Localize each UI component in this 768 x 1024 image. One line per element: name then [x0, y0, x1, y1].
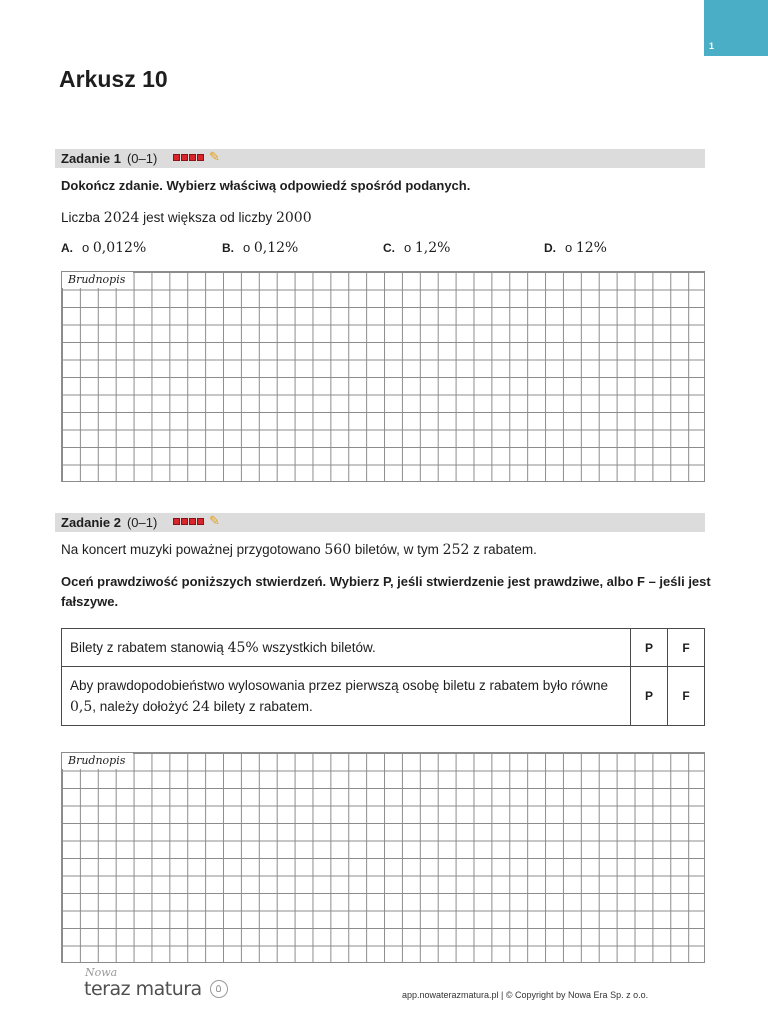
stem-text: Na koncert muzyki poważnej przygotowano	[61, 542, 325, 557]
stem-number: 252	[442, 542, 470, 558]
option-prefix: o	[404, 240, 412, 255]
sheet-title: Arkusz 10	[59, 66, 168, 92]
option-prefix: o	[243, 240, 251, 255]
statement-text: Bilety z rabatem stanowią	[70, 639, 228, 655]
statement-text: bilety z rabatem.	[209, 698, 313, 714]
statement-number: 45%	[227, 639, 259, 656]
false-option-1[interactable]: F	[668, 629, 705, 667]
statement-number: 0,5	[70, 698, 93, 715]
true-option-1[interactable]: P	[631, 629, 668, 667]
option-d[interactable]	[544, 240, 607, 256]
true-option-2[interactable]: P	[631, 667, 668, 726]
stem-text: Liczba	[61, 210, 104, 225]
page-number-tab	[704, 0, 768, 56]
statement-text: Aby prawdopodobieństwo wylosowania przez pierwszą osobę biletu z rabatem było równe	[70, 677, 609, 693]
pencil-icon: ✎	[209, 149, 220, 164]
statement-1	[62, 629, 631, 667]
task2-title: Zadanie 2	[61, 515, 121, 530]
option-b[interactable]	[222, 240, 298, 256]
task1-header	[55, 149, 705, 168]
stem-number: 2024	[103, 210, 140, 226]
statement-text: wszystkich biletów.	[258, 639, 376, 655]
stem-number: 2000	[275, 210, 312, 226]
scratch-label: Brudnopis	[62, 272, 133, 288]
scratch-label: Brudnopis	[62, 753, 133, 769]
option-letter: C.	[383, 241, 395, 255]
option-a[interactable]	[61, 240, 146, 256]
task1-points: (0–1)	[126, 151, 158, 166]
table-row	[62, 667, 705, 726]
page-number: 1	[709, 41, 715, 51]
scratch-grid[interactable]	[61, 752, 705, 963]
stem-text: jest większa od liczby	[139, 210, 276, 225]
option-c[interactable]	[383, 240, 450, 256]
option-value: 12%	[575, 240, 607, 256]
statement-number: 24	[192, 698, 210, 715]
task2-points: (0–1)	[126, 515, 158, 530]
scratch-grid[interactable]	[61, 271, 705, 482]
logo-main-text: teraz matura	[84, 978, 202, 1000]
task1-label	[61, 151, 157, 166]
option-value: 0,012%	[92, 240, 147, 256]
bulb-icon	[210, 980, 228, 998]
task1-instruction: Dokończ zdanie. Wybierz właściwą odpowiedź spośród podanych.	[61, 178, 471, 193]
copyright-text: app.nowaterazmatura.pl | © Copyright by Nowa Era Sp. z o.o.	[402, 990, 649, 1000]
option-prefix: o	[565, 240, 573, 255]
difficulty-icon	[173, 154, 205, 163]
stem-text: biletów, w tym	[351, 542, 443, 557]
task2-label	[61, 515, 157, 530]
difficulty-icon	[173, 518, 205, 527]
false-option-2[interactable]: F	[668, 667, 705, 726]
statement-text: , należy dołożyć	[92, 698, 193, 714]
logo-small-text: Nowa	[85, 966, 118, 979]
option-letter: A.	[61, 241, 73, 255]
task1-options	[61, 240, 701, 260]
statement-2	[62, 667, 631, 726]
option-prefix: o	[82, 240, 90, 255]
true-false-table	[61, 628, 705, 726]
option-letter: B.	[222, 241, 234, 255]
option-value: 0,12%	[253, 240, 299, 256]
task1-stem	[61, 208, 312, 228]
stem-text: z rabatem.	[469, 542, 537, 557]
task1-title: Zadanie 1	[61, 151, 121, 166]
pencil-icon: ✎	[209, 513, 220, 528]
task2-header	[55, 513, 705, 532]
stem-number: 560	[324, 542, 352, 558]
option-value: 1,2%	[414, 240, 451, 256]
task2-stem	[61, 540, 537, 560]
option-letter: D.	[544, 241, 556, 255]
task2-instruction: Oceń prawdziwość poniższych stwierdzeń. Wybierz P, jeśli stwierdzenie jest prawdziwe, albo F – jeśli jest fałszywe.	[61, 574, 711, 609]
table-row	[62, 629, 705, 667]
